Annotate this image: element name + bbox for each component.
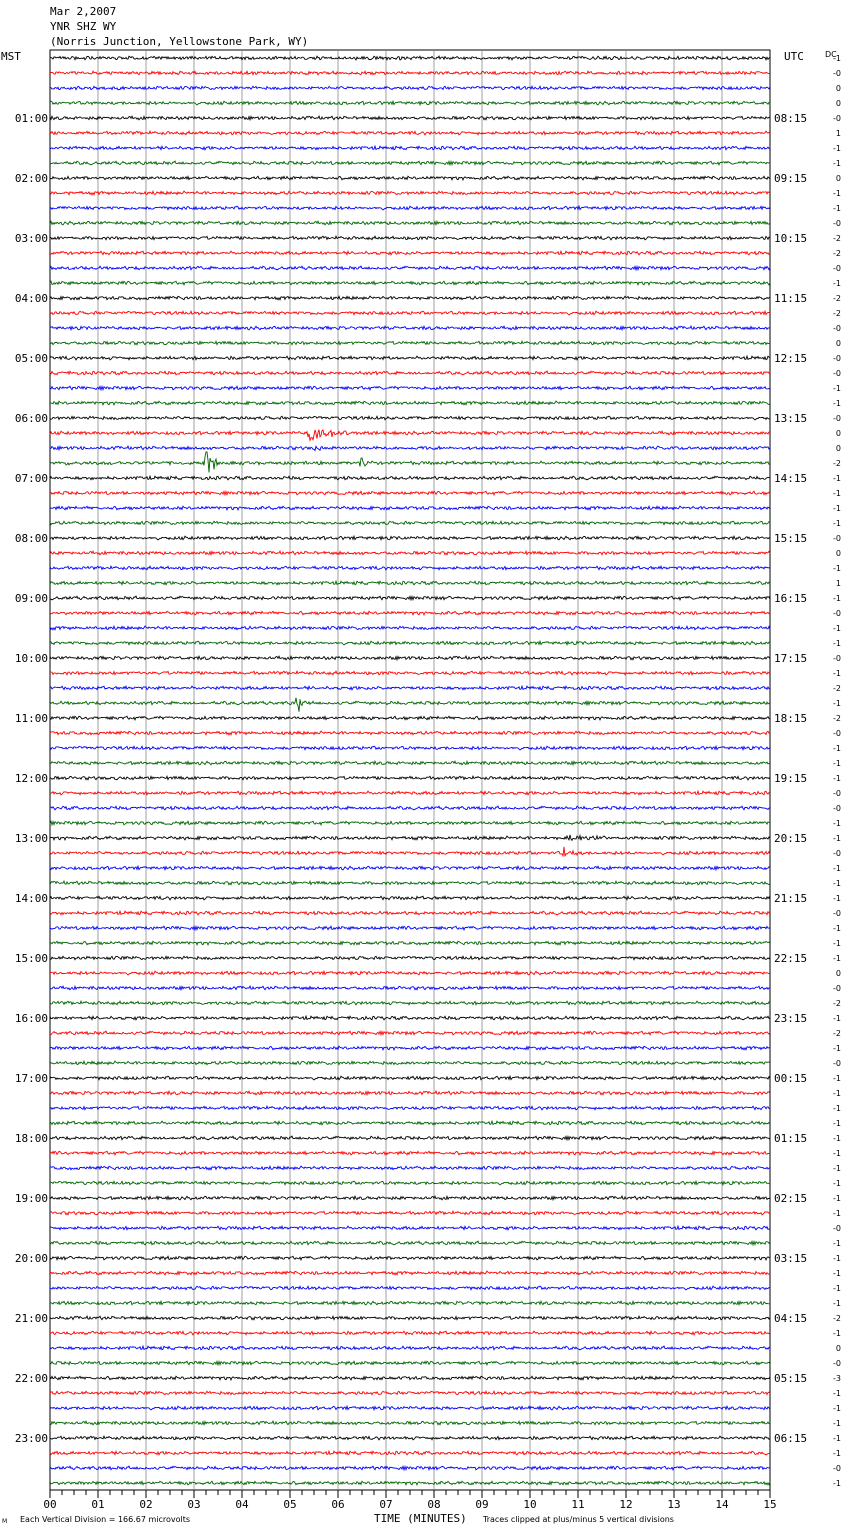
dc-offset-label: -1: [833, 744, 841, 753]
mst-hour-label: 09:00: [14, 592, 48, 605]
dc-offset-label: -1: [833, 669, 841, 678]
dc-offset-label: -2: [833, 249, 841, 258]
trace-line: [50, 686, 770, 690]
dc-offset-label: -1: [833, 1194, 841, 1203]
dc-offset-label: -0: [833, 1224, 841, 1233]
dc-offset-label: -1: [833, 1044, 841, 1053]
dc-offset-label: -1: [833, 1119, 841, 1128]
x-axis-label: TIME (MINUTES): [374, 1512, 467, 1525]
mst-hour-label: 12:00: [14, 772, 48, 785]
mst-hour-label: 13:00: [14, 832, 48, 845]
utc-hour-label: 06:15: [774, 1432, 808, 1445]
dc-offset-label: -0: [833, 1464, 841, 1473]
dc-offset-label: -1: [833, 1134, 841, 1143]
trace-line: [50, 1361, 770, 1365]
dc-offset-label: -1: [833, 144, 841, 153]
dc-offset-label: -1: [833, 1239, 841, 1248]
dc-offset-label: -0: [833, 219, 841, 228]
mst-hour-label: 17:00: [14, 1072, 48, 1085]
utc-hour-label: 04:15: [774, 1312, 808, 1325]
mst-hour-label: 22:00: [14, 1372, 48, 1385]
mst-hour-label: 21:00: [14, 1312, 48, 1325]
trace-line: [50, 476, 770, 480]
utc-hour-label: 21:15: [774, 892, 808, 905]
dc-offset-label: -0: [833, 729, 841, 738]
trace-line: [50, 1076, 770, 1080]
dc-offset-label: -1: [833, 879, 841, 888]
dc-offset-label: -3: [833, 1374, 841, 1383]
mst-hour-label: 05:00: [14, 352, 48, 365]
trace-line: [50, 847, 770, 857]
dc-offset-label: -2: [833, 684, 841, 693]
trace-line: [50, 131, 770, 135]
dc-title: DC: [825, 50, 837, 59]
trace-line: [50, 1091, 770, 1095]
dc-offset-label: -1: [833, 519, 841, 528]
dc-offset-label: -1: [833, 1479, 841, 1488]
mst-hour-label: 18:00: [14, 1132, 48, 1145]
dc-offset-label: -0: [833, 654, 841, 663]
dc-offset-label: -1: [833, 279, 841, 288]
trace-line: [50, 941, 770, 945]
dc-offset-label: -1: [833, 594, 841, 603]
dc-offset-label: -1: [833, 54, 841, 63]
trace-line: [50, 281, 770, 285]
dc-offset-label: 0: [835, 99, 841, 108]
dc-offset-label: -1: [833, 1104, 841, 1113]
trace-line: [50, 206, 770, 210]
trace-line: [50, 1031, 770, 1035]
trace-line: [50, 341, 770, 345]
x-tick-label: 03: [187, 1498, 201, 1511]
dc-offset-label: -1: [833, 204, 841, 213]
trace-line: [50, 1151, 770, 1155]
utc-hour-label: 13:15: [774, 412, 808, 425]
dc-offset-label: -1: [833, 1284, 841, 1293]
dc-offset-label: -0: [833, 114, 841, 123]
trace-line: [50, 446, 770, 450]
scale-note: Each Vertical Division = 166.67 microvolts: [20, 1515, 191, 1524]
utc-hour-label: 16:15: [774, 592, 808, 605]
dc-offset-label: 0: [835, 444, 841, 453]
mst-hour-label: 07:00: [14, 472, 48, 485]
trace-line: [50, 1181, 770, 1185]
trace-line: [50, 761, 770, 765]
trace-line: [50, 236, 770, 240]
dc-offset-label: -1: [833, 489, 841, 498]
dc-offset-label: -1: [833, 1179, 841, 1188]
dc-offset-label: -1: [833, 699, 841, 708]
trace-line: [50, 896, 770, 900]
dc-offset-label: -1: [833, 894, 841, 903]
utc-hour-label: 15:15: [774, 532, 808, 545]
dc-offset-label: -1: [833, 1074, 841, 1083]
right-axis-title: UTC: [784, 50, 804, 63]
trace-line: [50, 146, 770, 150]
dc-offset-label: 0: [835, 174, 841, 183]
dc-offset-label: -0: [833, 534, 841, 543]
mst-hour-label: 19:00: [14, 1192, 48, 1205]
trace-line: [50, 911, 770, 915]
trace-line: [50, 506, 770, 510]
utc-hour-label: 20:15: [774, 832, 808, 845]
x-tick-label: 04: [235, 1498, 249, 1511]
utc-hour-label: 02:15: [774, 1192, 808, 1205]
dc-offset-label: -1: [833, 1389, 841, 1398]
dc-offset-label: 1: [835, 129, 841, 138]
trace-line: [50, 776, 770, 780]
trace-line: [50, 1316, 770, 1320]
dc-offset-label: -2: [833, 309, 841, 318]
mst-hour-label: 16:00: [14, 1012, 48, 1025]
trace-line: [50, 1421, 770, 1425]
dc-offset-label: -2: [833, 999, 841, 1008]
dc-offset-label: -1: [833, 819, 841, 828]
trace-line: [50, 326, 770, 330]
trace-line: [50, 191, 770, 195]
utc-hour-label: 14:15: [774, 472, 808, 485]
trace-line: [50, 536, 770, 540]
dc-offset-label: -1: [833, 834, 841, 843]
dc-offset-label: -2: [833, 459, 841, 468]
x-tick-label: 10: [523, 1498, 537, 1511]
dc-offset-label: -2: [833, 1314, 841, 1323]
dc-offset-label: 0: [835, 1344, 841, 1353]
trace-line: [50, 1211, 770, 1215]
utc-hour-label: 09:15: [774, 172, 808, 185]
station-code: YNR SHZ WY: [50, 20, 117, 33]
dc-offset-label: -1: [833, 1419, 841, 1428]
utc-hour-label: 08:15: [774, 112, 808, 125]
utc-hour-label: 19:15: [774, 772, 808, 785]
dc-offset-label: -0: [833, 1359, 841, 1368]
trace-line: [50, 1001, 770, 1005]
trace-line: [50, 356, 770, 360]
utc-hour-label: 12:15: [774, 352, 808, 365]
trace-line: [50, 1436, 770, 1440]
trace-line: [50, 791, 770, 795]
trace-line: [50, 86, 770, 90]
trace-line: [50, 521, 770, 525]
trace-line: [50, 1286, 770, 1290]
trace-line: [50, 581, 770, 585]
mst-hour-label: 06:00: [14, 412, 48, 425]
x-tick-label: 11: [571, 1498, 585, 1511]
utc-hour-label: 18:15: [774, 712, 808, 725]
trace-line: [50, 1391, 770, 1395]
trace-line: [50, 1061, 770, 1065]
mst-hour-label: 04:00: [14, 292, 48, 305]
x-tick-label: 15: [763, 1498, 777, 1511]
trace-line: [50, 656, 770, 660]
dc-offset-label: -1: [833, 864, 841, 873]
utc-hour-label: 11:15: [774, 292, 808, 305]
trace-line: [50, 1331, 770, 1335]
trace-line: [50, 1241, 770, 1245]
dc-offset-label: -0: [833, 849, 841, 858]
dc-offset-label: 0: [835, 339, 841, 348]
trace-line: [50, 956, 770, 960]
corner-mark: M: [2, 1518, 8, 1525]
dc-offset-label: -0: [833, 909, 841, 918]
trace-line: [50, 641, 770, 645]
utc-hour-label: 03:15: [774, 1252, 808, 1265]
dc-offset-label: -2: [833, 1029, 841, 1038]
dc-offset-label: 1: [835, 579, 841, 588]
dc-offset-label: -1: [833, 924, 841, 933]
trace-line: [50, 698, 770, 712]
trace-line: [50, 71, 770, 75]
x-tick-label: 12: [619, 1498, 633, 1511]
trace-line: [50, 821, 770, 825]
utc-hour-label: 23:15: [774, 1012, 808, 1025]
trace-line: [50, 716, 770, 720]
trace-line: [50, 116, 770, 120]
trace-line: [50, 251, 770, 255]
utc-hour-label: 01:15: [774, 1132, 808, 1145]
trace-line: [50, 551, 770, 555]
left-axis-title: MST: [1, 50, 21, 63]
trace-line: [50, 986, 770, 990]
dc-offset-label: -1: [833, 189, 841, 198]
mst-hour-label: 03:00: [14, 232, 48, 245]
dc-offset-label: -1: [833, 1089, 841, 1098]
mst-hour-label: 20:00: [14, 1252, 48, 1265]
dc-offset-label: -0: [833, 264, 841, 273]
dc-offset-label: 0: [835, 969, 841, 978]
dc-offset-label: -1: [833, 399, 841, 408]
trace-line: [50, 1376, 770, 1380]
trace-line: [50, 296, 770, 300]
dc-offset-label: -1: [833, 939, 841, 948]
trace-line: [50, 311, 770, 315]
dc-offset-label: -0: [833, 369, 841, 378]
record-date: Mar 2,2007: [50, 5, 117, 18]
trace-line: [50, 386, 770, 390]
utc-hour-label: 22:15: [774, 952, 808, 965]
utc-hour-label: 10:15: [774, 232, 808, 245]
trace-line: [50, 221, 770, 225]
dc-offset-label: -1: [833, 504, 841, 513]
x-tick-label: 14: [715, 1498, 729, 1511]
dc-offset-label: -1: [833, 1164, 841, 1173]
trace-line: [50, 101, 770, 105]
utc-hour-label: 05:15: [774, 1372, 808, 1385]
trace-line: [50, 1301, 770, 1305]
dc-offset-label: -1: [833, 774, 841, 783]
trace-line: [50, 1271, 770, 1275]
trace-line: [50, 176, 770, 180]
trace-line: [50, 596, 770, 600]
utc-hour-label: 17:15: [774, 652, 808, 665]
trace-line: [50, 430, 770, 441]
dc-offset-label: -1: [833, 384, 841, 393]
dc-offset-label: -1: [833, 1149, 841, 1158]
dc-offset-label: -1: [833, 1299, 841, 1308]
trace-line: [50, 835, 770, 841]
trace-line: [50, 416, 770, 420]
dc-offset-label: -1: [833, 954, 841, 963]
dc-offset-label: -1: [833, 624, 841, 633]
dc-offset-label: -0: [833, 69, 841, 78]
mst-hour-label: 01:00: [14, 112, 48, 125]
dc-offset-label: -1: [833, 639, 841, 648]
trace-line: [50, 881, 770, 885]
trace-line: [50, 371, 770, 375]
dc-offset-label: -1: [833, 1329, 841, 1338]
x-tick-label: 00: [43, 1498, 57, 1511]
dc-offset-label: -2: [833, 294, 841, 303]
x-tick-label: 09: [475, 1498, 489, 1511]
dc-offset-label: -1: [833, 1434, 841, 1443]
trace-line: [50, 746, 770, 750]
x-tick-label: 01: [91, 1498, 105, 1511]
trace-line: [50, 491, 770, 495]
dc-offset-label: -1: [833, 474, 841, 483]
dc-offset-label: -0: [833, 354, 841, 363]
trace-line: [50, 611, 770, 615]
dc-offset-label: -0: [833, 609, 841, 618]
trace-line: [50, 806, 770, 810]
dc-offset-label: -0: [833, 789, 841, 798]
mst-hour-label: 14:00: [14, 892, 48, 905]
x-tick-label: 05: [283, 1498, 297, 1511]
dc-offset-label: -0: [833, 414, 841, 423]
trace-line: [50, 161, 770, 165]
trace-line: [50, 1121, 770, 1125]
trace-line: [50, 971, 770, 975]
trace-line: [50, 452, 770, 473]
trace-line: [50, 1406, 770, 1410]
trace-line: [50, 1046, 770, 1050]
dc-offset-label: -1: [833, 1254, 841, 1263]
trace-line: [50, 671, 770, 675]
dc-offset-label: -0: [833, 1059, 841, 1068]
mst-hour-label: 15:00: [14, 952, 48, 965]
dc-offset-label: 0: [835, 429, 841, 438]
dc-offset-label: -0: [833, 984, 841, 993]
dc-offset-label: -0: [833, 324, 841, 333]
dc-offset-label: -1: [833, 1404, 841, 1413]
trace-line: [50, 1346, 770, 1350]
trace-line: [50, 401, 770, 405]
trace-line: [50, 626, 770, 630]
trace-line: [50, 866, 770, 870]
dc-offset-label: -2: [833, 714, 841, 723]
clip-note: Traces clipped at plus/minus 5 vertical divisions: [483, 1515, 674, 1524]
trace-line: [50, 1226, 770, 1230]
trace-line: [50, 731, 770, 735]
mst-hour-label: 23:00: [14, 1432, 48, 1445]
trace-line: [50, 1256, 770, 1260]
dc-offset-label: -1: [833, 1269, 841, 1278]
dc-offset-label: -0: [833, 804, 841, 813]
dc-offset-label: -1: [833, 1209, 841, 1218]
utc-hour-label: 00:15: [774, 1072, 808, 1085]
trace-line: [50, 566, 770, 570]
x-tick-label: 06: [331, 1498, 345, 1511]
mst-hour-label: 08:00: [14, 532, 48, 545]
dc-offset-label: -1: [833, 1449, 841, 1458]
dc-offset-label: -2: [833, 234, 841, 243]
trace-line: [50, 56, 770, 60]
dc-offset-label: -1: [833, 564, 841, 573]
dc-offset-label: 0: [835, 549, 841, 558]
trace-line: [50, 1106, 770, 1110]
mst-hour-label: 02:00: [14, 172, 48, 185]
trace-line: [50, 1166, 770, 1170]
x-tick-label: 13: [667, 1498, 681, 1511]
dc-offset-label: -1: [833, 1014, 841, 1023]
dc-offset-label: 0: [835, 84, 841, 93]
x-tick-label: 07: [379, 1498, 393, 1511]
trace-line: [50, 266, 770, 270]
trace-line: [50, 1481, 770, 1485]
station-location: (Norris Junction, Yellowstone Park, WY): [50, 35, 309, 48]
x-tick-label: 08: [427, 1498, 441, 1511]
dc-offset-label: -1: [833, 759, 841, 768]
trace-line: [50, 1196, 770, 1200]
trace-line: [50, 1016, 770, 1020]
trace-line: [50, 926, 770, 930]
trace-line: [50, 1466, 770, 1470]
trace-line: [50, 1451, 770, 1455]
trace-line: [50, 1136, 770, 1140]
x-tick-label: 02: [139, 1498, 153, 1511]
mst-hour-label: 11:00: [14, 712, 48, 725]
dc-offset-label: -1: [833, 159, 841, 168]
mst-hour-label: 10:00: [14, 652, 48, 665]
